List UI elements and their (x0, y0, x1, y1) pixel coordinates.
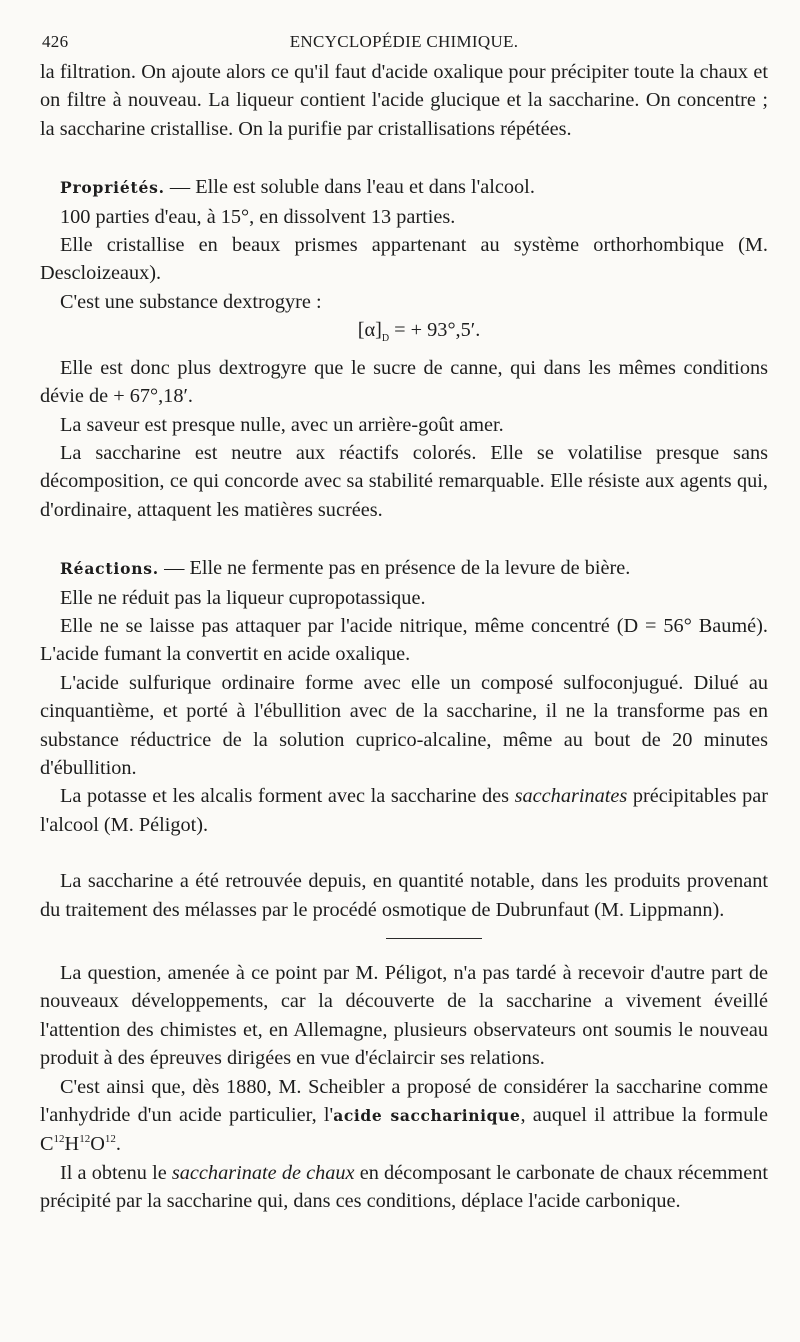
section-divider (386, 938, 482, 939)
formula-subscript: D (381, 333, 390, 345)
reactions-p4-text: La potasse et les alcalis forment avec la saccharine des (60, 785, 515, 808)
proprietes-p4: Elle est donc plus dextrogyre que le sucre de canne, qui dans les mêmes conditions dévie de + 67°,18′. (40, 356, 768, 408)
saccharinate-de-chaux-term: saccharinate de chaux (171, 1161, 355, 1184)
running-header (40, 28, 768, 58)
reactions-p4-text-end: précipitables par l'alcool (M. Péligot). (40, 785, 769, 836)
reactions-p3: L'acide sulfurique ordinaire forme avec elle un composé sulfoconjugué. Dilué au cinquantième, et porté à l'ébullition avec de la saccharine, il ne la transforme pas en substance réductrice de la solution cuprico-alcaline, même au bout de 20 minutes d'ébullition. (40, 671, 768, 779)
reactions-p1: Elle ne réduit pas la liqueur cupropotassique. (60, 586, 426, 609)
proprietes-p2: Elle cristallise en beaux prismes appartenant au système orthorhombique (M. Descloizeaux). (40, 234, 768, 285)
formula-c-index: 12 (53, 1133, 65, 1146)
proprietes-p3: C'est une substance dextrogyre : (60, 290, 322, 313)
formula-value: = + 93°,5′. (389, 319, 481, 342)
rotation-formula (40, 316, 768, 353)
reactions-heading: Réactions. (60, 559, 160, 579)
closing-p1: La question, amenée à ce point par M. Péligot, n'a pas tardé à recevoir d'autre part de nouveaux développements, car la découverte de la saccharine a vivement éveillé l'attention des chimistes et, en Allemagne, plusieurs observateurs ont soumis le nouveau produit à des épreuves dirigées en vue d'éclaircir ses relations. (40, 962, 768, 1070)
page-number: 426 (42, 32, 69, 51)
formula-o-index: 12 (104, 1133, 116, 1146)
proprietes-heading: Propriétés. (60, 178, 165, 198)
reactions-p4 (40, 782, 768, 839)
formula-alpha: [α] (357, 319, 382, 342)
proprietes-p6: La saccharine est neutre aux réactifs colorés. Elle se volatilise presque sans décomposition, ce qui concorde avec sa stabilité remarquable. Elle résiste aux agents qui, d'ordinaire, attaquent les matières sucrées. (40, 441, 768, 521)
closing-p2-text: C'est ainsi que, dès 1880, M. Scheibler a proposé de considérer la saccharine comme l'anhydride d'un acide particulier, l' (40, 1075, 768, 1127)
closing-p3 (40, 1159, 768, 1216)
page (40, 28, 768, 1216)
reactions-paragraph (40, 554, 768, 583)
closing-p2-end: . (115, 1133, 121, 1156)
acide-saccharinique-term: acide saccharinique (333, 1106, 521, 1126)
closing-p2 (40, 1073, 768, 1159)
reactions-p5: La saccharine a été retrouvée depuis, en quantité notable, dans les produits provenant du traitement des mélasses par le procédé osmotique de Dubrunfaut (M. Lippmann). (40, 870, 768, 921)
closing-p2-mid: , auquel il attribue la formule C (40, 1104, 768, 1156)
saccharinates-term: saccharinates (514, 785, 628, 808)
running-title: ENCYCLOPÉDIE CHIMIQUE. (289, 32, 519, 51)
proprietes-p5: La saveur est presque nulle, avec un arrière-goût amer. (60, 413, 504, 436)
closing-p3-text: Il a obtenu le (60, 1161, 172, 1184)
reactions-p2: Elle ne se laisse pas attaquer par l'acide nitrique, même concentré (D = 56° Baumé). L'acide fumant la convertit en acide oxalique. (40, 614, 768, 666)
formula-h: H (64, 1133, 80, 1156)
proprietes-lead: — Elle est soluble dans l'eau et dans l'alcool. (164, 176, 535, 199)
proprietes-p1: 100 parties d'eau, à 15°, en dissolvent 13 parties. (60, 205, 456, 228)
reactions-lead: — Elle ne fermente pas en présence de la levure de bière. (159, 557, 631, 580)
proprietes-paragraph (40, 173, 768, 202)
intro-paragraph: la filtration. On ajoute alors ce qu'il faut d'acide oxalique pour précipiter toute la chaux et on filtre à nouveau. La liqueur contient l'acide glucique et la saccharine. On concentre ; la saccharine cristallise. On la purifie par cristallisations répétées. (40, 61, 768, 140)
closing-p3-text-end: en décomposant le carbonate de chaux récemment précipité par la saccharine qui, dans ces conditions, déplace l'acide carbonique. (40, 1161, 768, 1213)
formula-h-index: 12 (79, 1133, 91, 1146)
formula-o: O (90, 1133, 105, 1156)
